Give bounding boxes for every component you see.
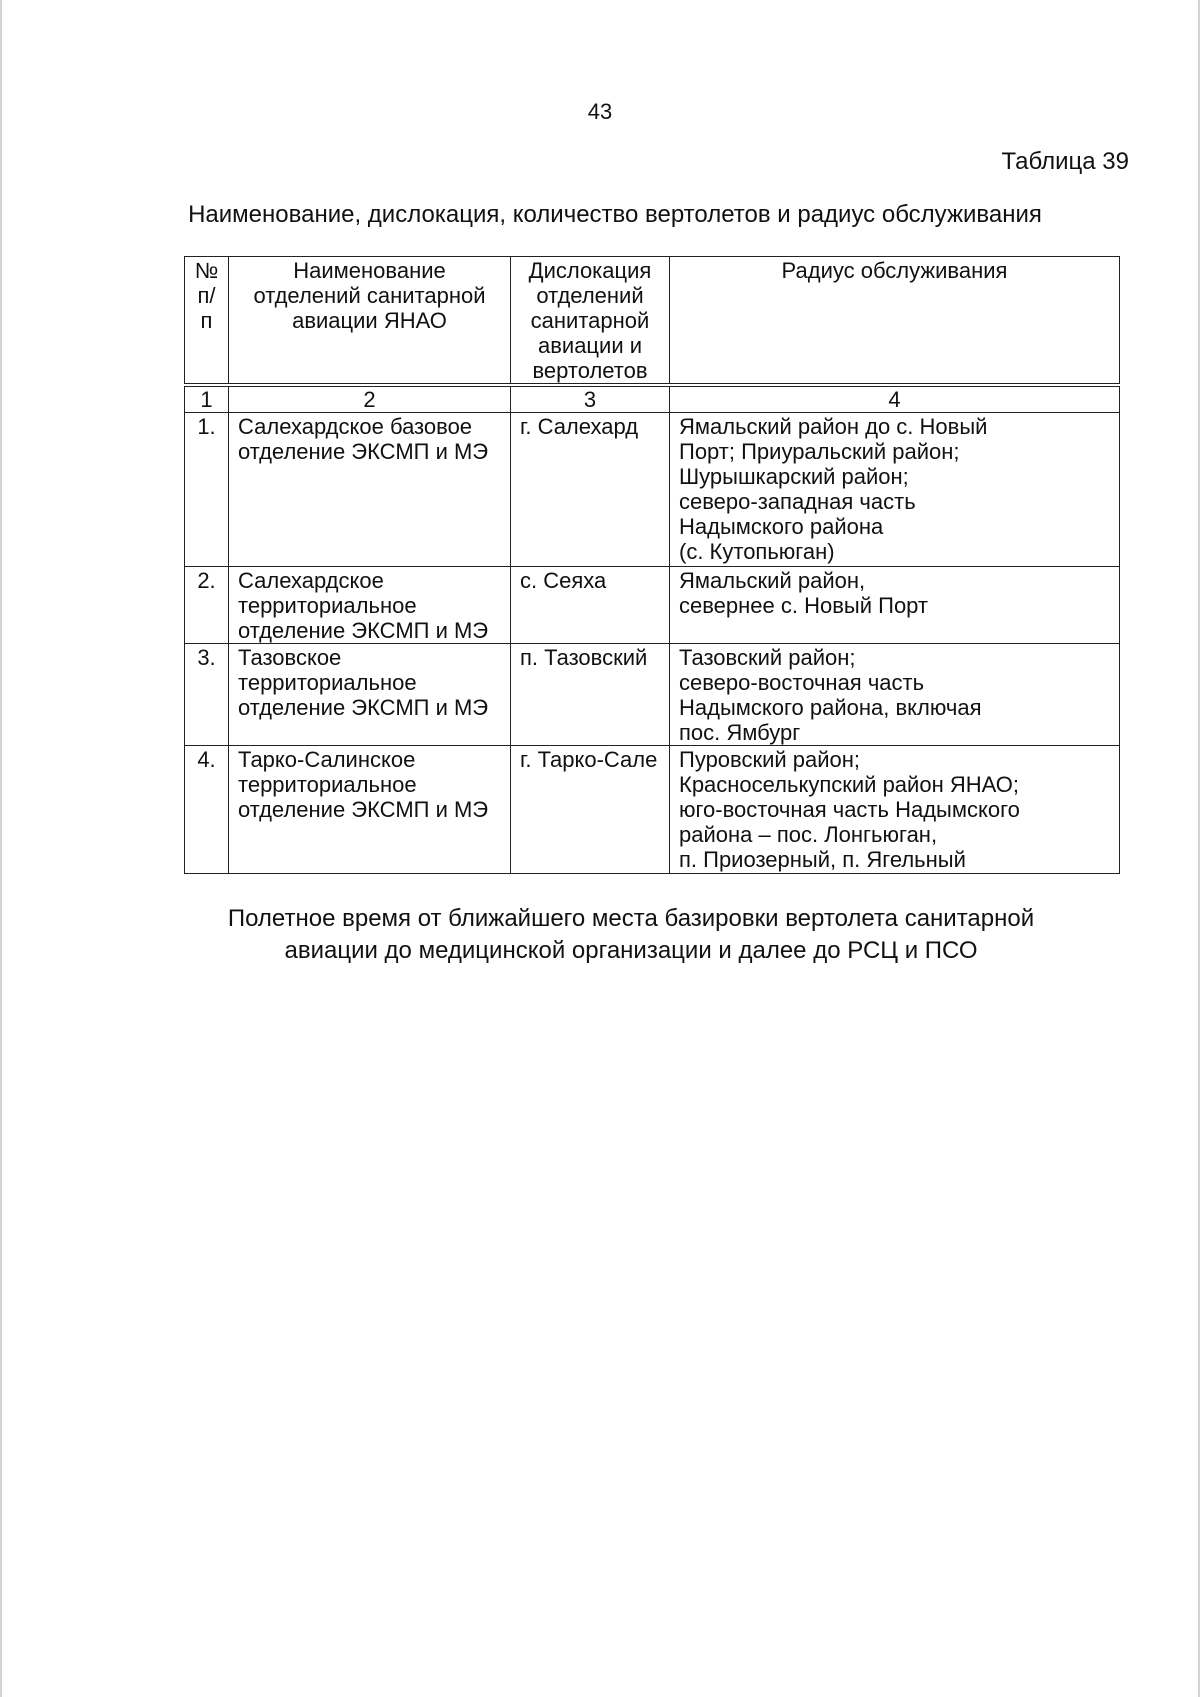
department-name: Тарко-Салинское территориальное отделение ЭКСМП и МЭ xyxy=(229,746,511,874)
column-number-row xyxy=(185,385,1120,413)
department-name: Салехардское базовое отделение ЭКСМП и МЭ xyxy=(229,413,511,567)
row-number: 1. xyxy=(185,413,229,567)
table-header-row xyxy=(185,257,1120,386)
department-location: с. Сеяха xyxy=(511,567,670,644)
column-number: 2 xyxy=(229,385,511,413)
service-radius: Тазовский район; северо-восточная часть Надымского района, включая пос. Ямбург xyxy=(670,644,1120,746)
table-row xyxy=(185,644,1120,746)
header-cell-location: Дислокация отделений санитарной авиации и вертолетов xyxy=(511,257,670,386)
service-radius: Ямальский район до с. Новый Порт; Приуральский район; Шурышкарский район; северо-западная часть Надымского района (с. Кутопьюган) xyxy=(670,413,1120,567)
aviation-departments-table xyxy=(184,256,1120,874)
document-page xyxy=(2,0,1198,1697)
table-row xyxy=(185,746,1120,874)
service-radius: Ямальский район, севернее с. Новый Порт xyxy=(670,567,1120,644)
header-cell-number: № п/п xyxy=(185,257,229,386)
department-name: Тазовское территориальное отделение ЭКСМП и МЭ xyxy=(229,644,511,746)
service-radius: Пуровский район; Красноселькупский район ЯНАО; юго-восточная часть Надымского района – пос. Лонгьюган, п. Приозерный, п. Ягельный xyxy=(670,746,1120,874)
column-number: 1 xyxy=(185,385,229,413)
table-caption: Наименование, дислокация, количество вертолетов и радиус обслуживания xyxy=(188,201,1042,228)
column-number: 4 xyxy=(670,385,1120,413)
header-cell-radius: Радиус обслуживания xyxy=(670,257,1120,386)
row-number: 2. xyxy=(185,567,229,644)
department-location: п. Тазовский xyxy=(511,644,670,746)
department-location: г. Салехард xyxy=(511,413,670,567)
column-number: 3 xyxy=(511,385,670,413)
row-number: 4. xyxy=(185,746,229,874)
table-row xyxy=(185,567,1120,644)
flight-time-heading: Полетное время от ближайшего места базировки вертолета санитарной авиации до медицинской организации и далее до РСЦ и ПСО xyxy=(227,905,1035,964)
table-label: Таблица 39 xyxy=(1001,148,1129,175)
row-number: 3. xyxy=(185,644,229,746)
table-row xyxy=(185,413,1120,567)
page-number: 43 xyxy=(587,99,613,124)
department-name: Салехардское территориальное отделение ЭКСМП и МЭ xyxy=(229,567,511,644)
department-location: г. Тарко-Сале xyxy=(511,746,670,874)
header-cell-name: Наименование отделений санитарной авиации ЯНАО xyxy=(229,257,511,386)
